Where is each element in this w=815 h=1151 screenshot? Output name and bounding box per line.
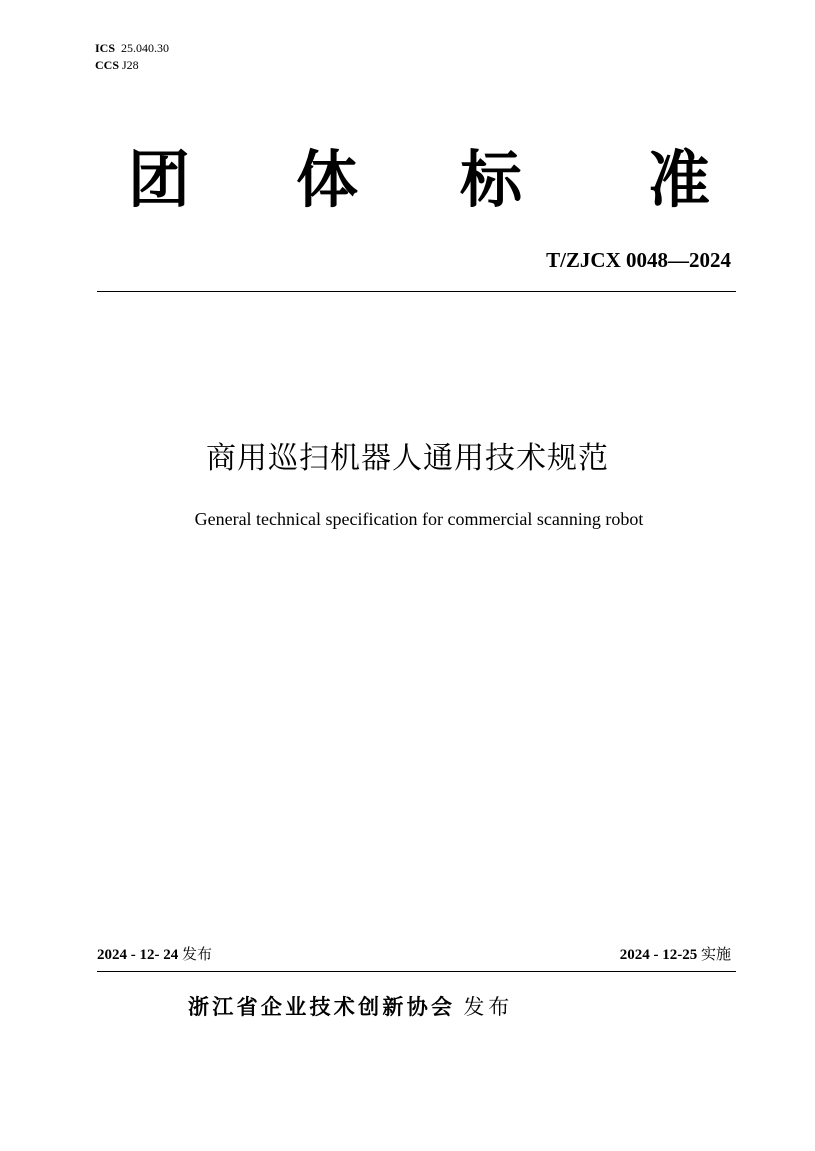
document-title-english: General technical specification for commercial scanning robot [194,509,644,529]
publisher-name: 浙江省企业技术创新协会 [188,995,456,1019]
publisher-line [188,992,513,1022]
issue-label: 发布 [182,945,213,963]
standard-type-banner [118,145,730,215]
implement-label: 实施 [700,945,731,963]
ccs-line [95,58,139,72]
issue-date-line [97,944,212,965]
banner-char-3: 标 [460,143,523,216]
ccs-label: CCS [95,58,120,72]
implement-date: 2024 - 12-25 [619,947,698,963]
document-title-chinese: 商用巡扫机器人通用技术规范 [206,441,609,476]
banner-char-1: 团 [128,143,191,216]
implement-date-line [620,944,731,965]
top-divider [97,291,736,292]
ccs-code: J28 [122,58,139,72]
ics-label: ICS [95,41,116,55]
ics-code: 25.040.30 [121,41,170,55]
banner-char-4: 准 [648,143,711,216]
publisher-suffix: 发布 [463,995,514,1019]
issue-date: 2024 - 12- 24 [97,947,179,963]
ics-line [95,41,169,55]
standard-number: T/ZJCX 0048—2024 [546,248,731,272]
bottom-divider [97,971,736,972]
banner-char-2: 体 [296,143,359,216]
